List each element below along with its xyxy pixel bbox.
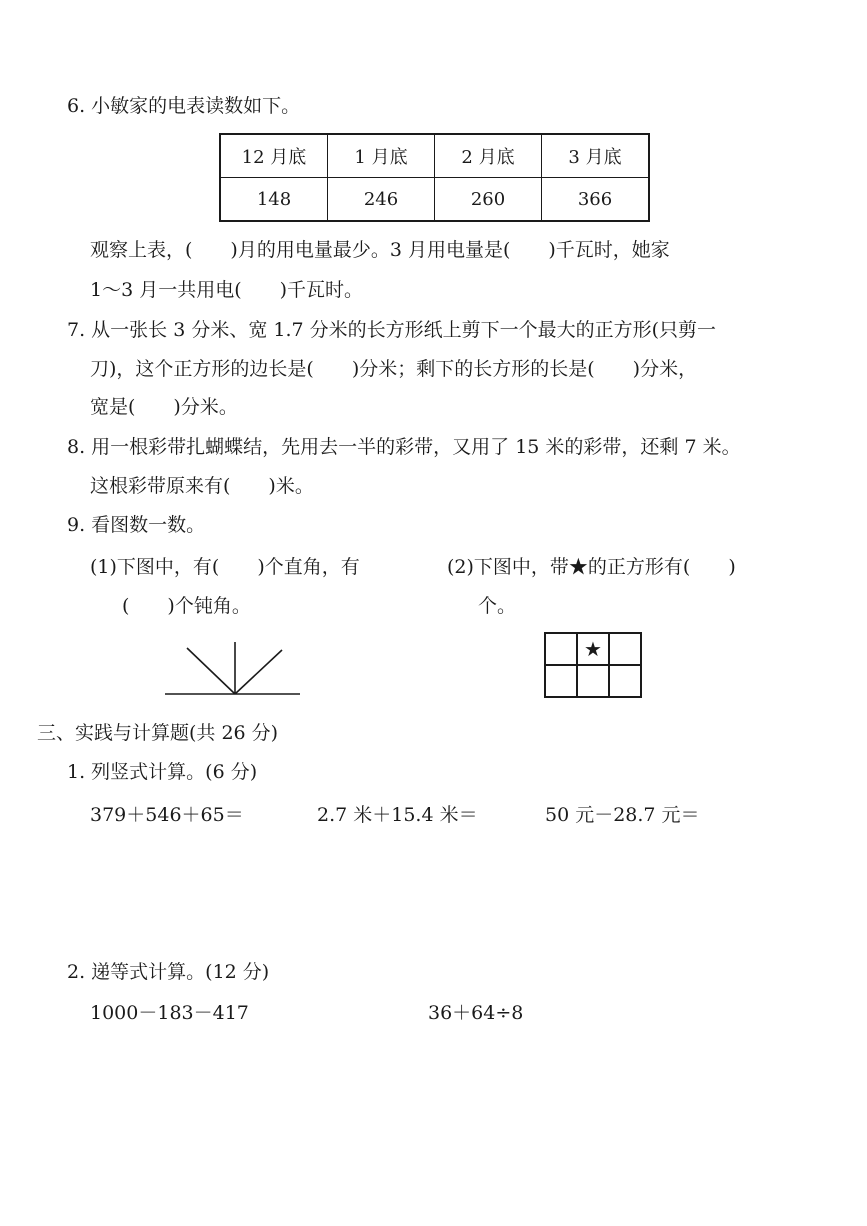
square-grid xyxy=(544,632,642,698)
header-cell: 1 月底 xyxy=(328,134,435,178)
grid-cell xyxy=(609,633,641,665)
reading-cell: 260 xyxy=(435,178,542,222)
grid-cell xyxy=(577,665,609,697)
q9-title: 9. 看图数一数。 xyxy=(67,514,206,536)
grid-cell xyxy=(545,633,577,665)
calc-item: 379＋546＋65＝ xyxy=(90,804,244,826)
q6-question-line1: 观察上表，( )月的用电量最少。3 月用电量是( )千瓦时，她家 xyxy=(90,239,670,261)
header-cell: 3 月底 xyxy=(542,134,650,178)
grid-cell-star xyxy=(577,633,609,665)
q9-part1-line2: ( )个钝角。 xyxy=(122,595,251,617)
header-cell: 12 月底 xyxy=(220,134,328,178)
section3-title: 三、实践与计算题(共 26 分) xyxy=(37,722,279,744)
q7-line2: 刀)，这个正方形的边长是( )分米；剩下的长方形的长是( )分米， xyxy=(90,358,698,380)
q6-question-line2: 1～3 月一共用电( )千瓦时。 xyxy=(90,279,364,301)
q9-part1-line1: (1)下图中，有( )个直角，有 xyxy=(90,556,360,578)
star-icon: ★ xyxy=(584,637,602,661)
q9-part2-line1: (2)下图中，带★的正方形有( ) xyxy=(447,556,736,578)
q6-title: 6. 小敏家的电表读数如下。 xyxy=(67,95,301,117)
section3-q1-title: 1. 列竖式计算。(6 分) xyxy=(67,761,258,783)
q8-line1: 8. 用一根彩带扎蝴蝶结，先用去一半的彩带，又用了 15 米的彩带，还剩 7 米。 xyxy=(67,436,741,458)
reading-cell: 366 xyxy=(542,178,650,222)
reading-cell: 148 xyxy=(220,178,328,222)
calc-item: 1000－183－417 xyxy=(90,1002,249,1024)
table-header-row xyxy=(220,134,649,178)
grid-cell xyxy=(545,665,577,697)
q7-line3: 宽是( )分米。 xyxy=(90,396,238,418)
calc-item: 36＋64÷8 xyxy=(428,1002,524,1024)
grid-cell xyxy=(609,665,641,697)
q7-line1: 7. 从一张长 3 分米、宽 1.7 分米的长方形纸上剪下一个最大的正方形(只剪一 xyxy=(67,319,717,341)
header-cell: 2 月底 xyxy=(435,134,542,178)
section3-q2-title: 2. 递等式计算。(12 分) xyxy=(67,961,270,983)
q9-part2-line2: 个。 xyxy=(478,595,517,617)
calc-item: 2.7 米＋15.4 米＝ xyxy=(317,804,478,826)
meter-reading-table xyxy=(219,133,650,222)
angle-diagram xyxy=(160,640,305,698)
calc-item: 50 元－28.7 元＝ xyxy=(545,804,700,826)
table-row xyxy=(220,178,649,222)
q8-line2: 这根彩带原来有( )米。 xyxy=(90,475,314,497)
reading-cell: 246 xyxy=(328,178,435,222)
